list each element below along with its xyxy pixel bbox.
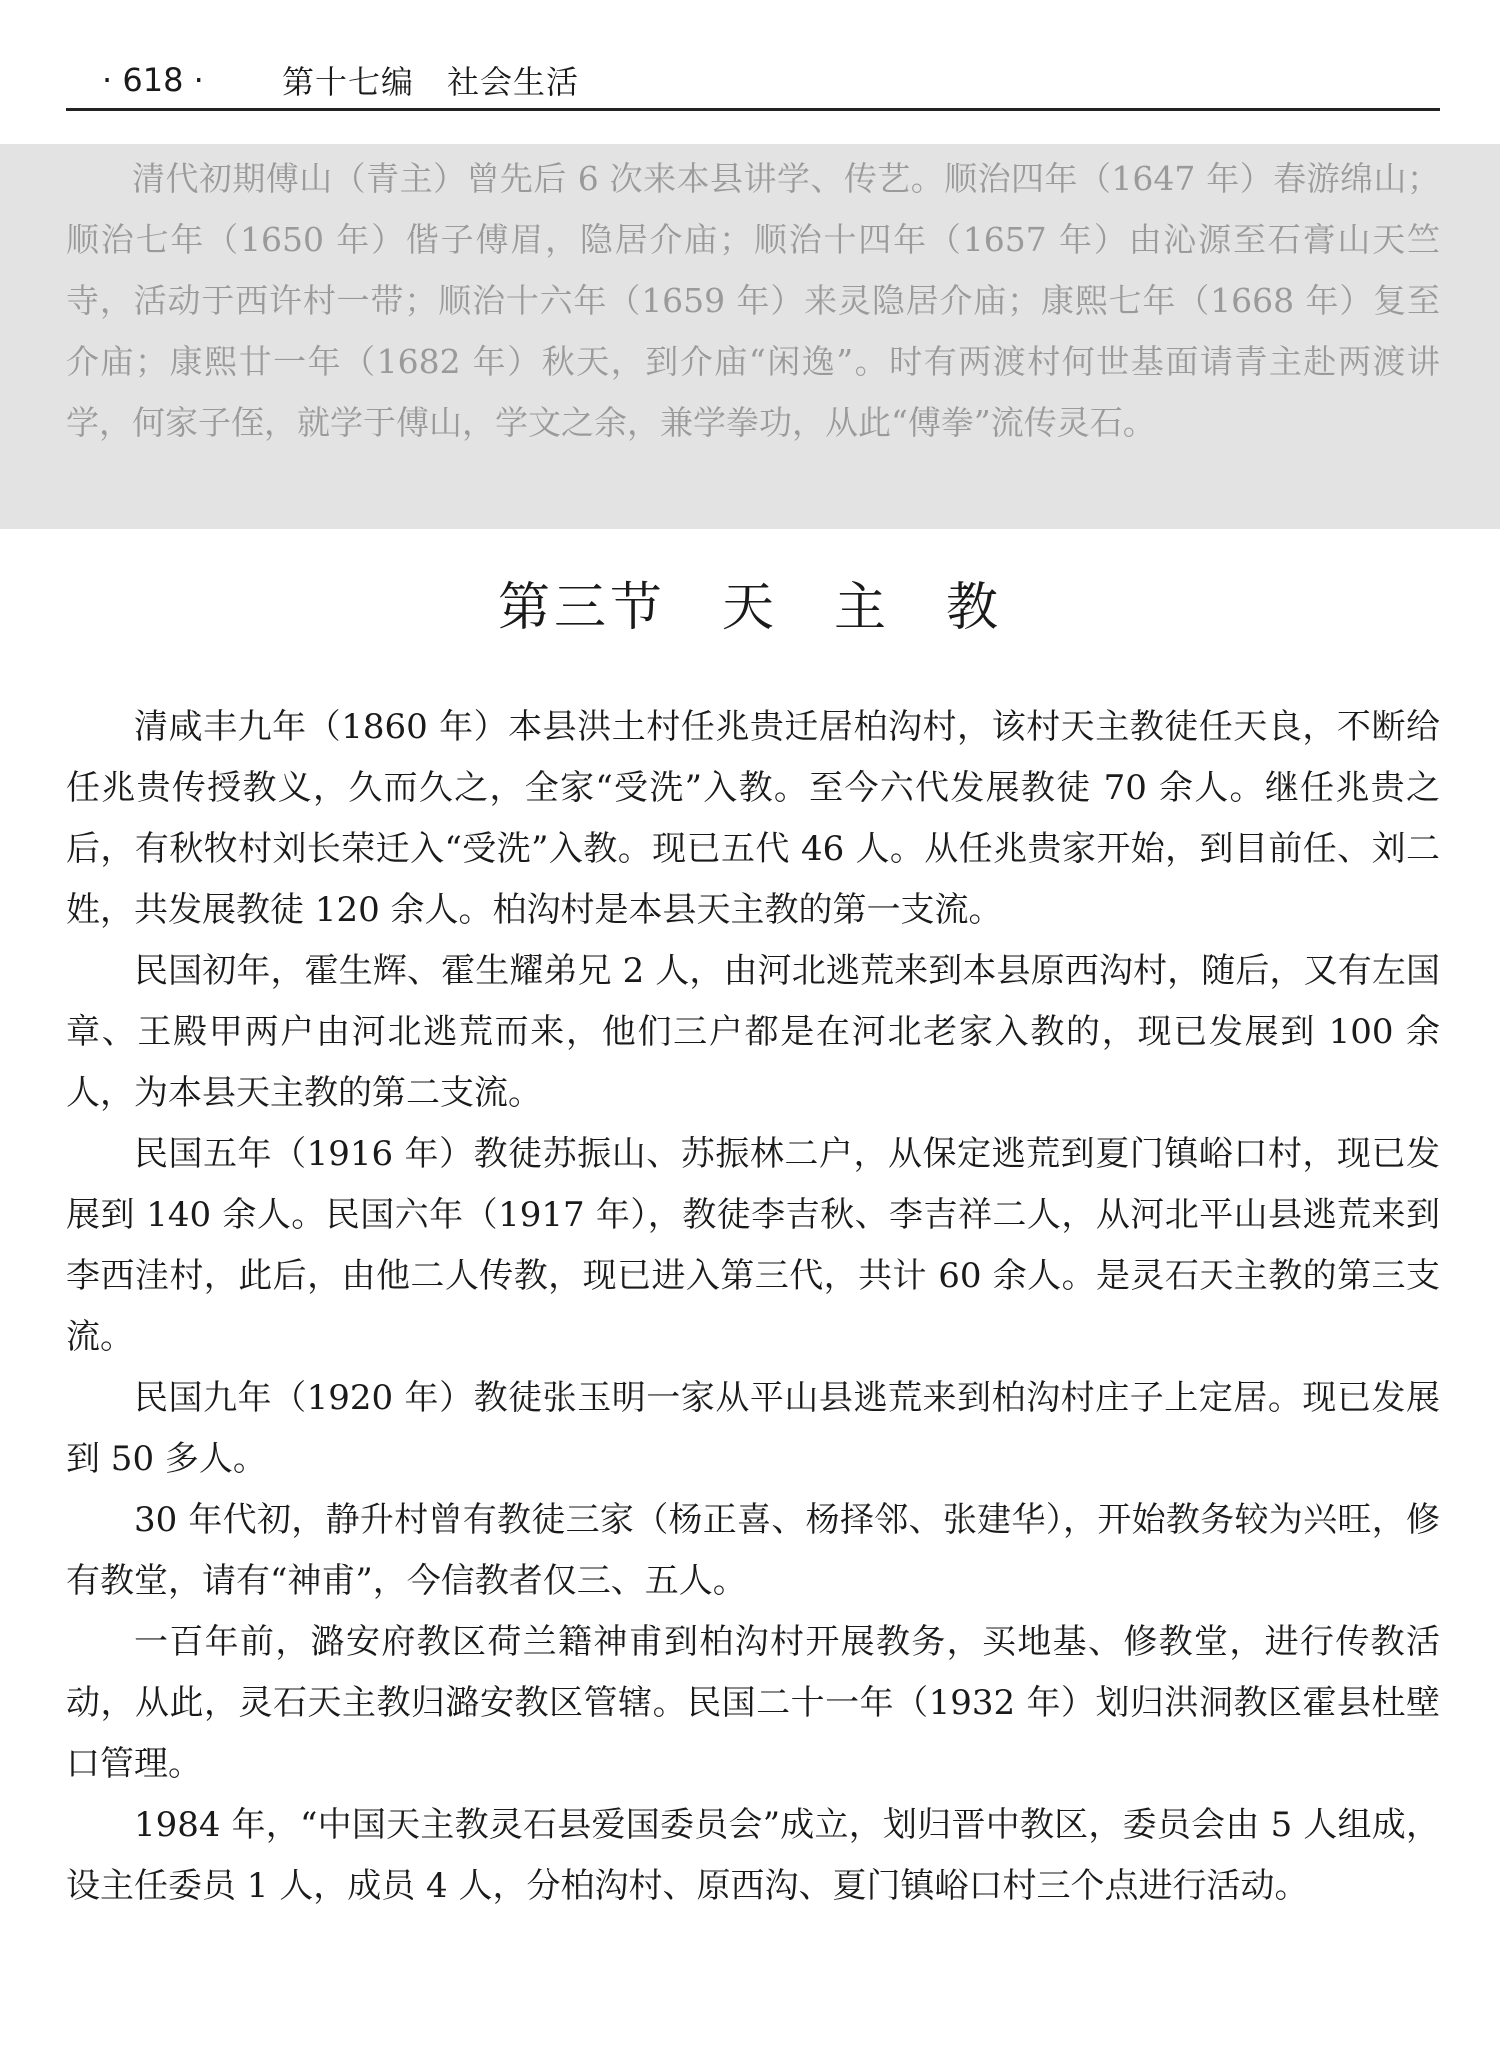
faded-paragraph: 清代初期傅山（青主）曾先后 6 次来本县讲学、传艺。顺治四年（1647 年）春游绵山；顺治七年（1650 年）偕子傅眉，隐居介庙；顺治十四年（1657 年）由沁源至石膏山天竺寺，活动于西许村一带；顺治十六年（1659 年）来灵隐居介庙；康熙七年（1668 年）复至介庙；康熙廿一年（1682 年）秋天，到介庙“闲逸”。时有两渡村何世基面请青主赴两渡讲学，何家子侄，就学于傅山，学文之余，兼学拳功，从此“傅拳”流传灵石。 [66, 159, 1440, 442]
page-header [66, 50, 1440, 110]
paragraph: 民国初年，霍生辉、霍生耀弟兄 2 人，由河北逃荒来到本县原西沟村，随后，又有左国章、王殿甲两户由河北逃荒而来，他们三户都是在河北老家入教的，现已发展到 100 余人，为本县天主教的第二支流。 [66, 951, 1440, 1113]
page-number: · 618 · [102, 61, 204, 99]
paragraph: 清咸丰九年（1860 年）本县洪土村任兆贵迁居柏沟村，该村天主教徒任天良，不断给任兆贵传授教义，久而久之，全家“受洗”入教。至今六代发展教徒 70 余人。继任兆贵之后，有秋牧村刘长荣迁入“受洗”入教。现已五代 46 人。从任兆贵家开始，到目前任、刘二姓，共发展教徒 120 余人。柏沟村是本县天主教的第一支流。 [66, 707, 1440, 930]
section-title: 第三节 天 主 教 [497, 578, 1002, 638]
paragraph: 民国九年（1920 年）教徒张玉明一家从平山县逃荒来到柏沟村庄子上定居。现已发展到 50 多人。 [66, 1378, 1440, 1479]
header-rule [66, 108, 1440, 111]
paragraph: 一百年前，潞安府教区荷兰籍神甫到柏沟村开展教务，买地基、修教堂，进行传教活动，从此，灵石天主教归潞安教区管辖。民国二十一年（1932 年）划归洪洞教区霍县杜壁口管理。 [66, 1622, 1440, 1784]
chapter-title: 第十七编 社会生活 [282, 63, 580, 101]
body-text [66, 697, 1440, 1917]
paragraph: 民国五年（1916 年）教徒苏振山、苏振林二户，从保定逃荒到夏门镇峪口村，现已发展到 140 余人。民国六年（1917 年），教徒李吉秋、李吉祥二人，从河北平山县逃荒来到李西洼村，此后，由他二人传教，现已进入第三代，共计 60 余人。是灵石天主教的第三支流。 [66, 1134, 1440, 1357]
paragraph: 30 年代初，静升村曾有教徒三家（杨正喜、杨择邻、张建华），开始教务较为兴旺，修有教堂，请有“神甫”，今信教者仅三、五人。 [66, 1500, 1440, 1601]
paragraph: 1984 年，“中国天主教灵石县爱国委员会”成立，划归晋中教区，委员会由 5 人组成，设主任委员 1 人，成员 4 人，分柏沟村、原西沟、夏门镇峪口村三个点进行活动。 [66, 1805, 1440, 1906]
